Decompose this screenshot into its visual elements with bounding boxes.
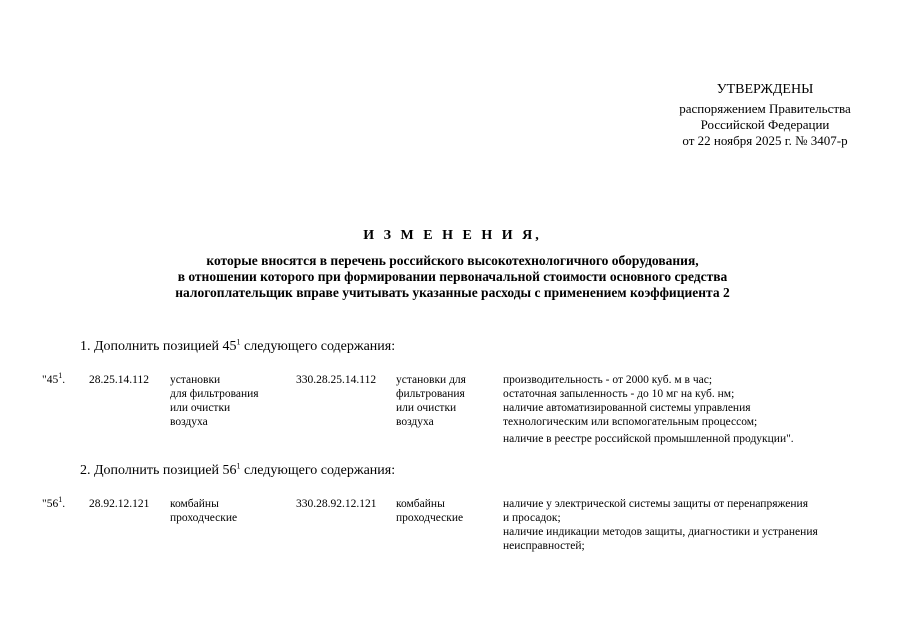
tnved-code: 330.28.25.14.112 (296, 374, 377, 386)
tnved-name (396, 373, 466, 429)
requirement-line: и просадок; (503, 512, 561, 524)
okpd-name-line: проходческие (170, 512, 238, 524)
technical-requirements (503, 497, 818, 553)
subtitle-line: налогоплательщик вправе учитывать указанные расходы с применением коэффициента 2 (175, 285, 730, 300)
item-heading-sup: 1 (236, 337, 241, 347)
approval-line: Российской Федерации (700, 117, 830, 132)
position-number-sup: 1 (58, 495, 63, 505)
tnved-name-line: комбайны (396, 498, 445, 510)
requirement-line: остаточная запыленность - до 10 мг на куб. нм; (503, 388, 735, 400)
item-heading-prefix: 2. Дополнить позицией 56 (80, 463, 237, 478)
technical-requirements (503, 373, 794, 446)
okpd-name (170, 497, 237, 525)
requirement-line: производительность - от 2000 куб. м в час; (503, 374, 713, 386)
item-heading-2 (80, 463, 395, 479)
okpd-name (170, 373, 259, 429)
requirement-line: неисправностей; (503, 540, 585, 552)
okpd-name-line: или очистки (170, 402, 231, 414)
tnved-name-line: воздуха (396, 416, 434, 428)
tnved-name (396, 497, 463, 525)
tnved-code: 330.28.92.12.121 (296, 498, 377, 510)
requirement-line: технологическим или вспомогательным процессом; (503, 416, 758, 428)
approval-line: распоряжением Правительства (679, 101, 851, 116)
okpd-name-line: для фильтрования (170, 388, 259, 400)
tnved-name-line: проходческие (396, 512, 464, 524)
document-subtitle (0, 253, 905, 301)
position-number (42, 373, 65, 387)
subtitle-line: которые вносятся в перечень российского высокотехнологичного оборудования, (206, 253, 699, 268)
position-number-main: "56 (42, 498, 59, 510)
okpd-name-line: установки (170, 374, 221, 386)
tnved-name-line: или очистки (396, 402, 457, 414)
approval-heading: УТВЕРЖДЕНЫ (716, 82, 814, 97)
position-number-suffix: . (62, 374, 66, 386)
requirement-line: наличие в реестре российской промышленной продукции". (503, 433, 794, 445)
position-number-main: "45 (42, 374, 59, 386)
subtitle-line: в отношении которого при формировании первоначальной стоимости основного средства (177, 269, 728, 284)
okpd-name-line: воздуха (170, 416, 208, 428)
item-heading-1 (80, 339, 395, 355)
item-heading-suffix: следующего содержания: (240, 339, 396, 354)
requirement-line: наличие автоматизированной системы управления (503, 402, 751, 414)
item-heading-suffix: следующего содержания: (240, 463, 396, 478)
position-number-suffix: . (62, 498, 66, 510)
approval-line: от 22 ноября 2025 г. № 3407-р (682, 133, 848, 148)
tnved-name-line: установки для (396, 374, 466, 386)
item-heading-sup: 1 (236, 461, 241, 471)
position-number (42, 497, 65, 511)
tnved-name-line: фильтрования (396, 388, 465, 400)
position-number-sup: 1 (58, 371, 63, 381)
item-heading-prefix: 1. Дополнить позицией 45 (80, 339, 237, 354)
requirement-line: наличие у электрической системы защиты от перенапряжения (503, 498, 808, 510)
okpd-name-line: комбайны (170, 498, 219, 510)
document-title: И З М Е Н Е Н И Я, (363, 228, 542, 243)
approval-stamp (620, 82, 905, 149)
okpd-code: 28.25.14.112 (89, 374, 149, 386)
requirement-line: наличие индикации методов защиты, диагностики и устранения (503, 526, 818, 538)
okpd-code: 28.92.12.121 (89, 498, 150, 510)
